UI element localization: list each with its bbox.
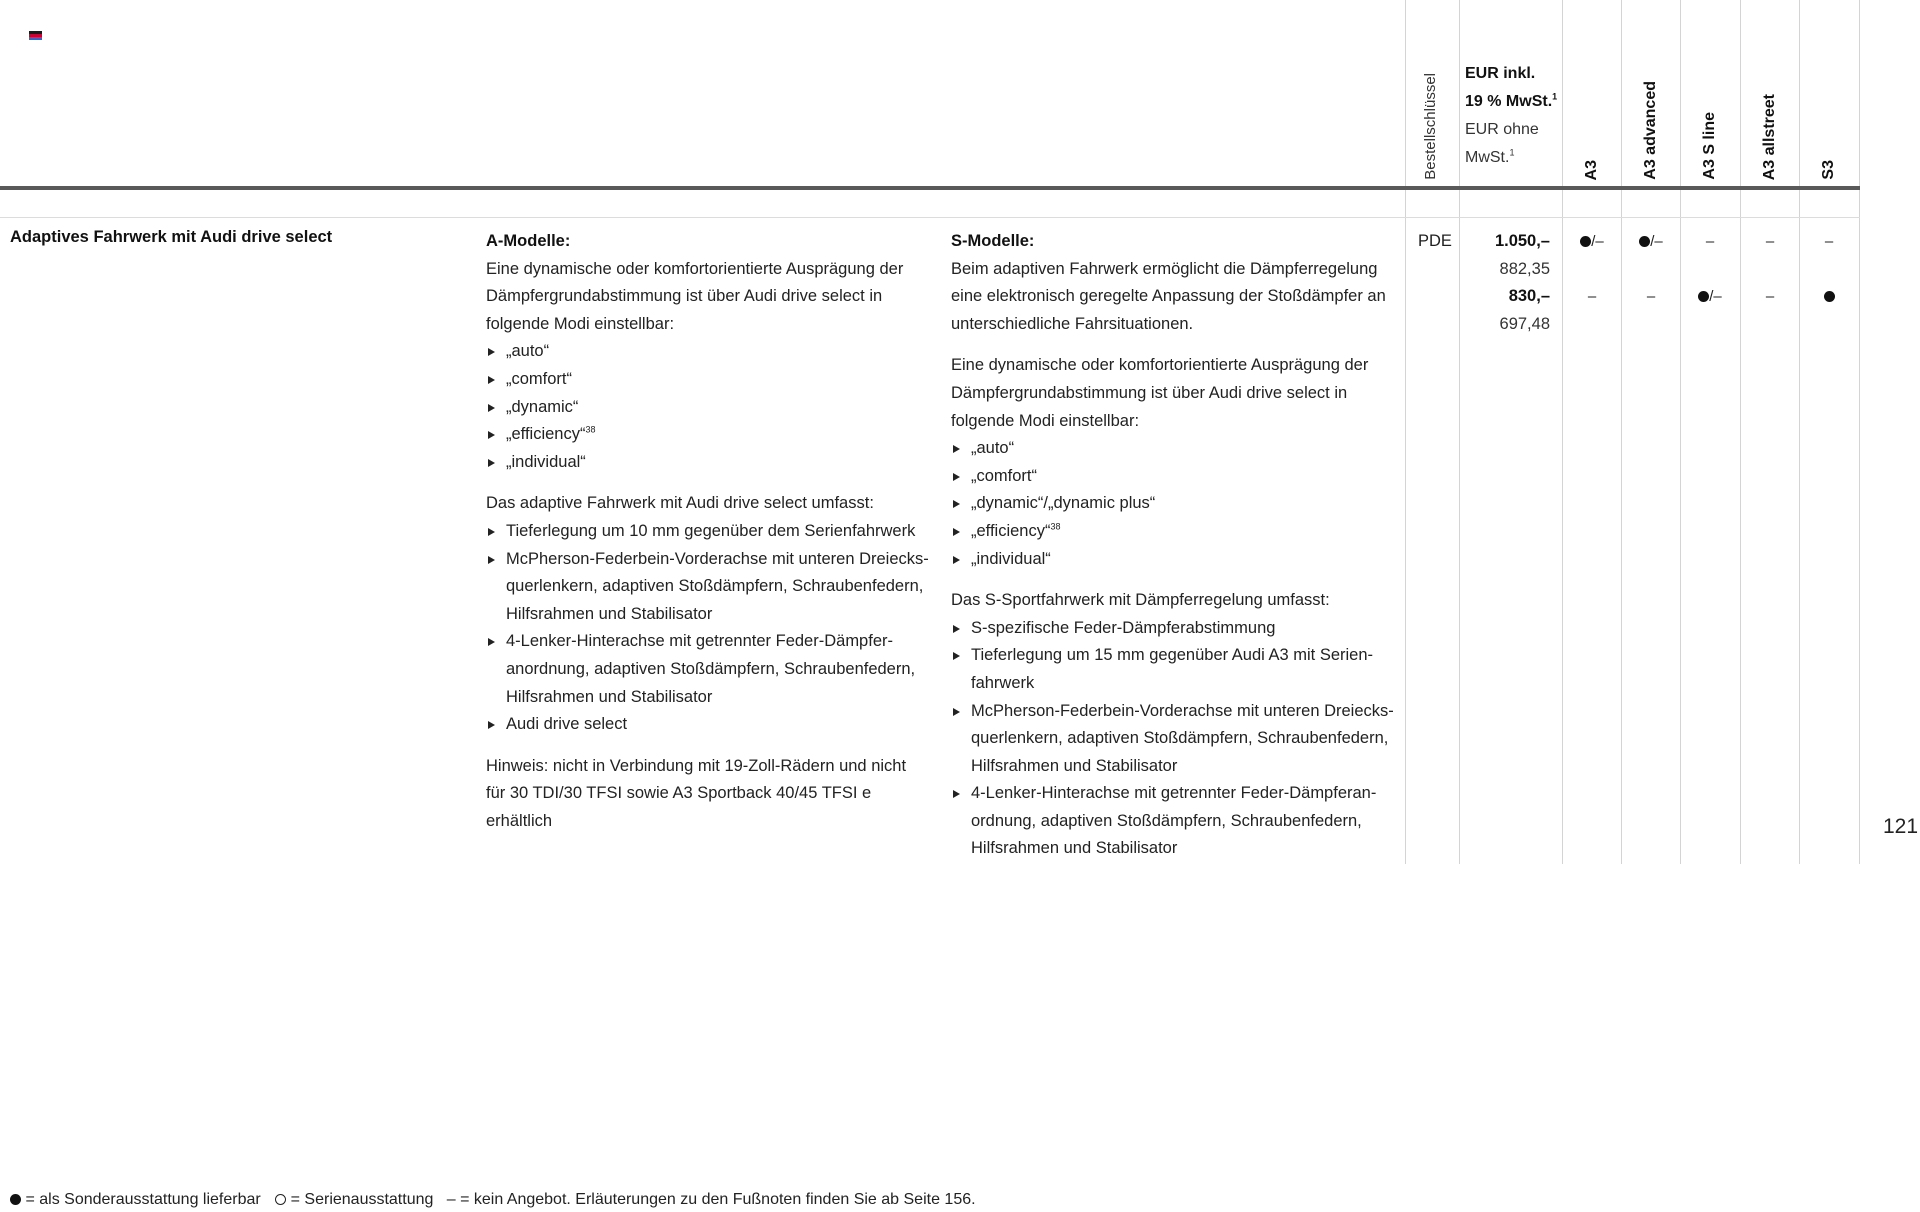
list-item: „auto“: [951, 435, 1401, 463]
model-header-a3-allstreet: A3 allstreet: [1761, 93, 1778, 180]
filled-dot-icon: [1824, 291, 1835, 302]
table-divider: [1680, 0, 1681, 864]
open-circle-icon: [275, 1194, 286, 1205]
table-divider: [1459, 0, 1460, 864]
a-models-heading: A-Modelle:: [486, 232, 571, 250]
availability-cell-a3-allstreet: –: [1765, 288, 1775, 305]
language-flag-icon: [29, 31, 42, 40]
page-number: 121: [1883, 815, 1919, 838]
model-header-a3-s-line: A3 S line: [1701, 112, 1718, 180]
list-item: „dynamic“/„dynamic plus“: [951, 490, 1401, 518]
list-item: Tieferlegung um 15 mm gegenüber Audi A3 mit Serien- fahrwerk: [951, 642, 1401, 697]
table-divider: [1621, 0, 1622, 864]
list-item: 4-Lenker-Hinterachse mit getrennter Feder-Dämpferan- ordnung, adaptiven Stoßdämpfern, Schraubenfedern, Hilfsrahmen und Stabilisator: [951, 780, 1401, 863]
price-s-net: 697,48: [1499, 314, 1550, 333]
model-header-a3: A3: [1583, 159, 1600, 180]
list-item: „auto“: [486, 338, 936, 366]
price-cell: [1462, 228, 1550, 338]
s-models-mode-list: [951, 435, 1401, 573]
legend: = als Sonderausstattung lieferbar = Serienausstattung – = kein Angebot. Erläuterungen zu den Fußnoten finden Sie ab Seite 156.: [10, 1191, 976, 1209]
availability-cell-a3-s-line: –: [1705, 233, 1715, 250]
list-item: McPherson-Federbein-Vorderachse mit unteren Dreiecks- querlenkern, adaptiven Stoßdämpfern, Schraubenfedern, Hilfsrahmen und Stabilisator: [486, 546, 936, 629]
table-divider: [1562, 0, 1563, 864]
price-s-gross: 830,–: [1508, 287, 1550, 306]
filled-dot-icon: [1639, 236, 1650, 247]
price-a-net: 882,35: [1499, 259, 1550, 278]
list-item: „comfort“: [951, 463, 1401, 491]
list-item: „dynamic“: [486, 394, 936, 422]
feature-title: Adaptives Fahrwerk mit Audi drive select: [10, 228, 333, 246]
availability-cell-s3: –: [1824, 233, 1834, 250]
filled-dot-icon: [1580, 236, 1591, 247]
price-header: EUR inkl. 19 % MwSt.$^1$ EUR ohne MwSt.$^1$: [1465, 65, 1558, 166]
filled-dot-icon: [10, 1194, 21, 1205]
table-divider: [1859, 0, 1860, 864]
table-divider: [1405, 0, 1406, 864]
s-models-description: S-Modelle: Beim adaptiven Fahrwerk ermöglicht die Dämpferregelung eine elektronisch geregelte Anpassung der Stoßdämpfer an unterschiedliche Fahrsituationen. Eine dynamische oder komfortorientierte Ausprägung der Dämpfergrundabstimmung ist über Audi drive select in folgende Modi einstellbar: „auto“ „comfort“ „dynamic“/„dynamic plus“ „efficiency“$^{38}$ „individual“ Das S-Sportfahrwerk mit Dämpferregelung umfasst: S-spezifische Feder-Dämpferabstimmung Tieferlegung um 15 mm gegenüber Audi A3 mit Serien- fahrwerk McPherson-Federbein-Vorderachse mit unteren Dreiecks- querlenkern, adaptiven Stoßdämpfern, Schraubenfedern, Hilfsrahmen und Stabilisator 4-Lenker-Hinterachse mit getrennter Feder-Dämpferan- ordnung, adaptiven Stoßdämpfern, Schraubenfedern, Hilfsrahmen und Stabilisator: [951, 228, 1401, 863]
s-models-includes-list: [951, 615, 1401, 863]
availability-cell-a3-s-line: /–: [1681, 283, 1739, 311]
a-models-note: Hinweis: nicht in Verbindung mit 19-Zoll-Rädern und nicht: [486, 756, 907, 775]
availability-cell-a3-advanced: /–: [1622, 228, 1680, 256]
order-code-header: Bestellschlüssel: [1422, 73, 1439, 180]
order-code: PDE: [1418, 232, 1452, 250]
availability-cell-a3-allstreet: –: [1765, 233, 1775, 250]
price-a-gross: 1.050,–: [1494, 232, 1550, 250]
a-models-includes-list: [486, 518, 936, 739]
filled-dot-icon: [1698, 291, 1709, 302]
availability-cell-s3: [1800, 283, 1858, 311]
s-models-heading: S-Modelle:: [951, 232, 1035, 250]
list-item: „efficiency“$^{38}$: [486, 421, 936, 449]
table-divider: [1799, 0, 1800, 864]
availability-cell-a3: –: [1587, 288, 1597, 305]
list-item: McPherson-Federbein-Vorderachse mit unteren Dreiecks- querlenkern, adaptiven Stoßdämpfern, Schraubenfedern, Hilfsrahmen und Stabilisator: [951, 698, 1401, 781]
list-item: „comfort“: [486, 366, 936, 394]
table-divider: [1740, 0, 1741, 864]
list-item: „individual“: [486, 449, 936, 477]
list-item: 4-Lenker-Hinterachse mit getrennter Feder-Dämpfer- anordnung, adaptiven Stoßdämpfern, Schraubenfedern, Hilfsrahmen und Stabilisator: [486, 628, 936, 711]
list-item: Tieferlegung um 10 mm gegenüber dem Serienfahrwerk: [486, 518, 936, 546]
list-item: „individual“: [951, 546, 1401, 574]
availability-cell-a3-advanced: –: [1646, 288, 1656, 305]
model-header-s3: S3: [1820, 160, 1837, 180]
a-models-mode-list: [486, 338, 936, 476]
list-item: Audi drive select: [486, 711, 936, 739]
availability-cell-a3: /–: [1563, 228, 1621, 256]
a-models-description: A-Modelle: Eine dynamische oder komfortorientierte Ausprägung der Dämpfergrundabstimmung ist über Audi drive select in folgende Modi einstellbar: „auto“ „comfort“ „dynamic“ „efficiency“$^{38}$ „individual“ Das adaptive Fahrwerk mit Audi drive select umfasst: Tieferlegung um 10 mm gegenüber dem Serienfahrwerk McPherson-Federbein-Vorderachse mit unteren Dreiecks- querlenkern, adaptiven Stoßdämpfern, Schraubenfedern, Hilfsrahmen und Stabilisator 4-Lenker-Hinterachse mit getrennter Feder-Dämpfer- anordnung, adaptiven Stoßdämpfern, Schraubenfedern, Hilfsrahmen und Stabilisator Audi drive select Hinweis: nicht in Verbindung mit 19-Zoll-Rädern und nicht für 30 TDI/30 TFSI sowie A3 Sportback 40/45 TFSI e erhältlich: [486, 228, 936, 835]
list-item: S-spezifische Feder-Dämpferabstimmung: [951, 615, 1401, 643]
header-rule: [0, 186, 1860, 190]
model-header-a3-advanced: A3 advanced: [1642, 81, 1659, 180]
list-item: „efficiency“$^{38}$: [951, 518, 1401, 546]
row-separator: [0, 217, 1860, 218]
